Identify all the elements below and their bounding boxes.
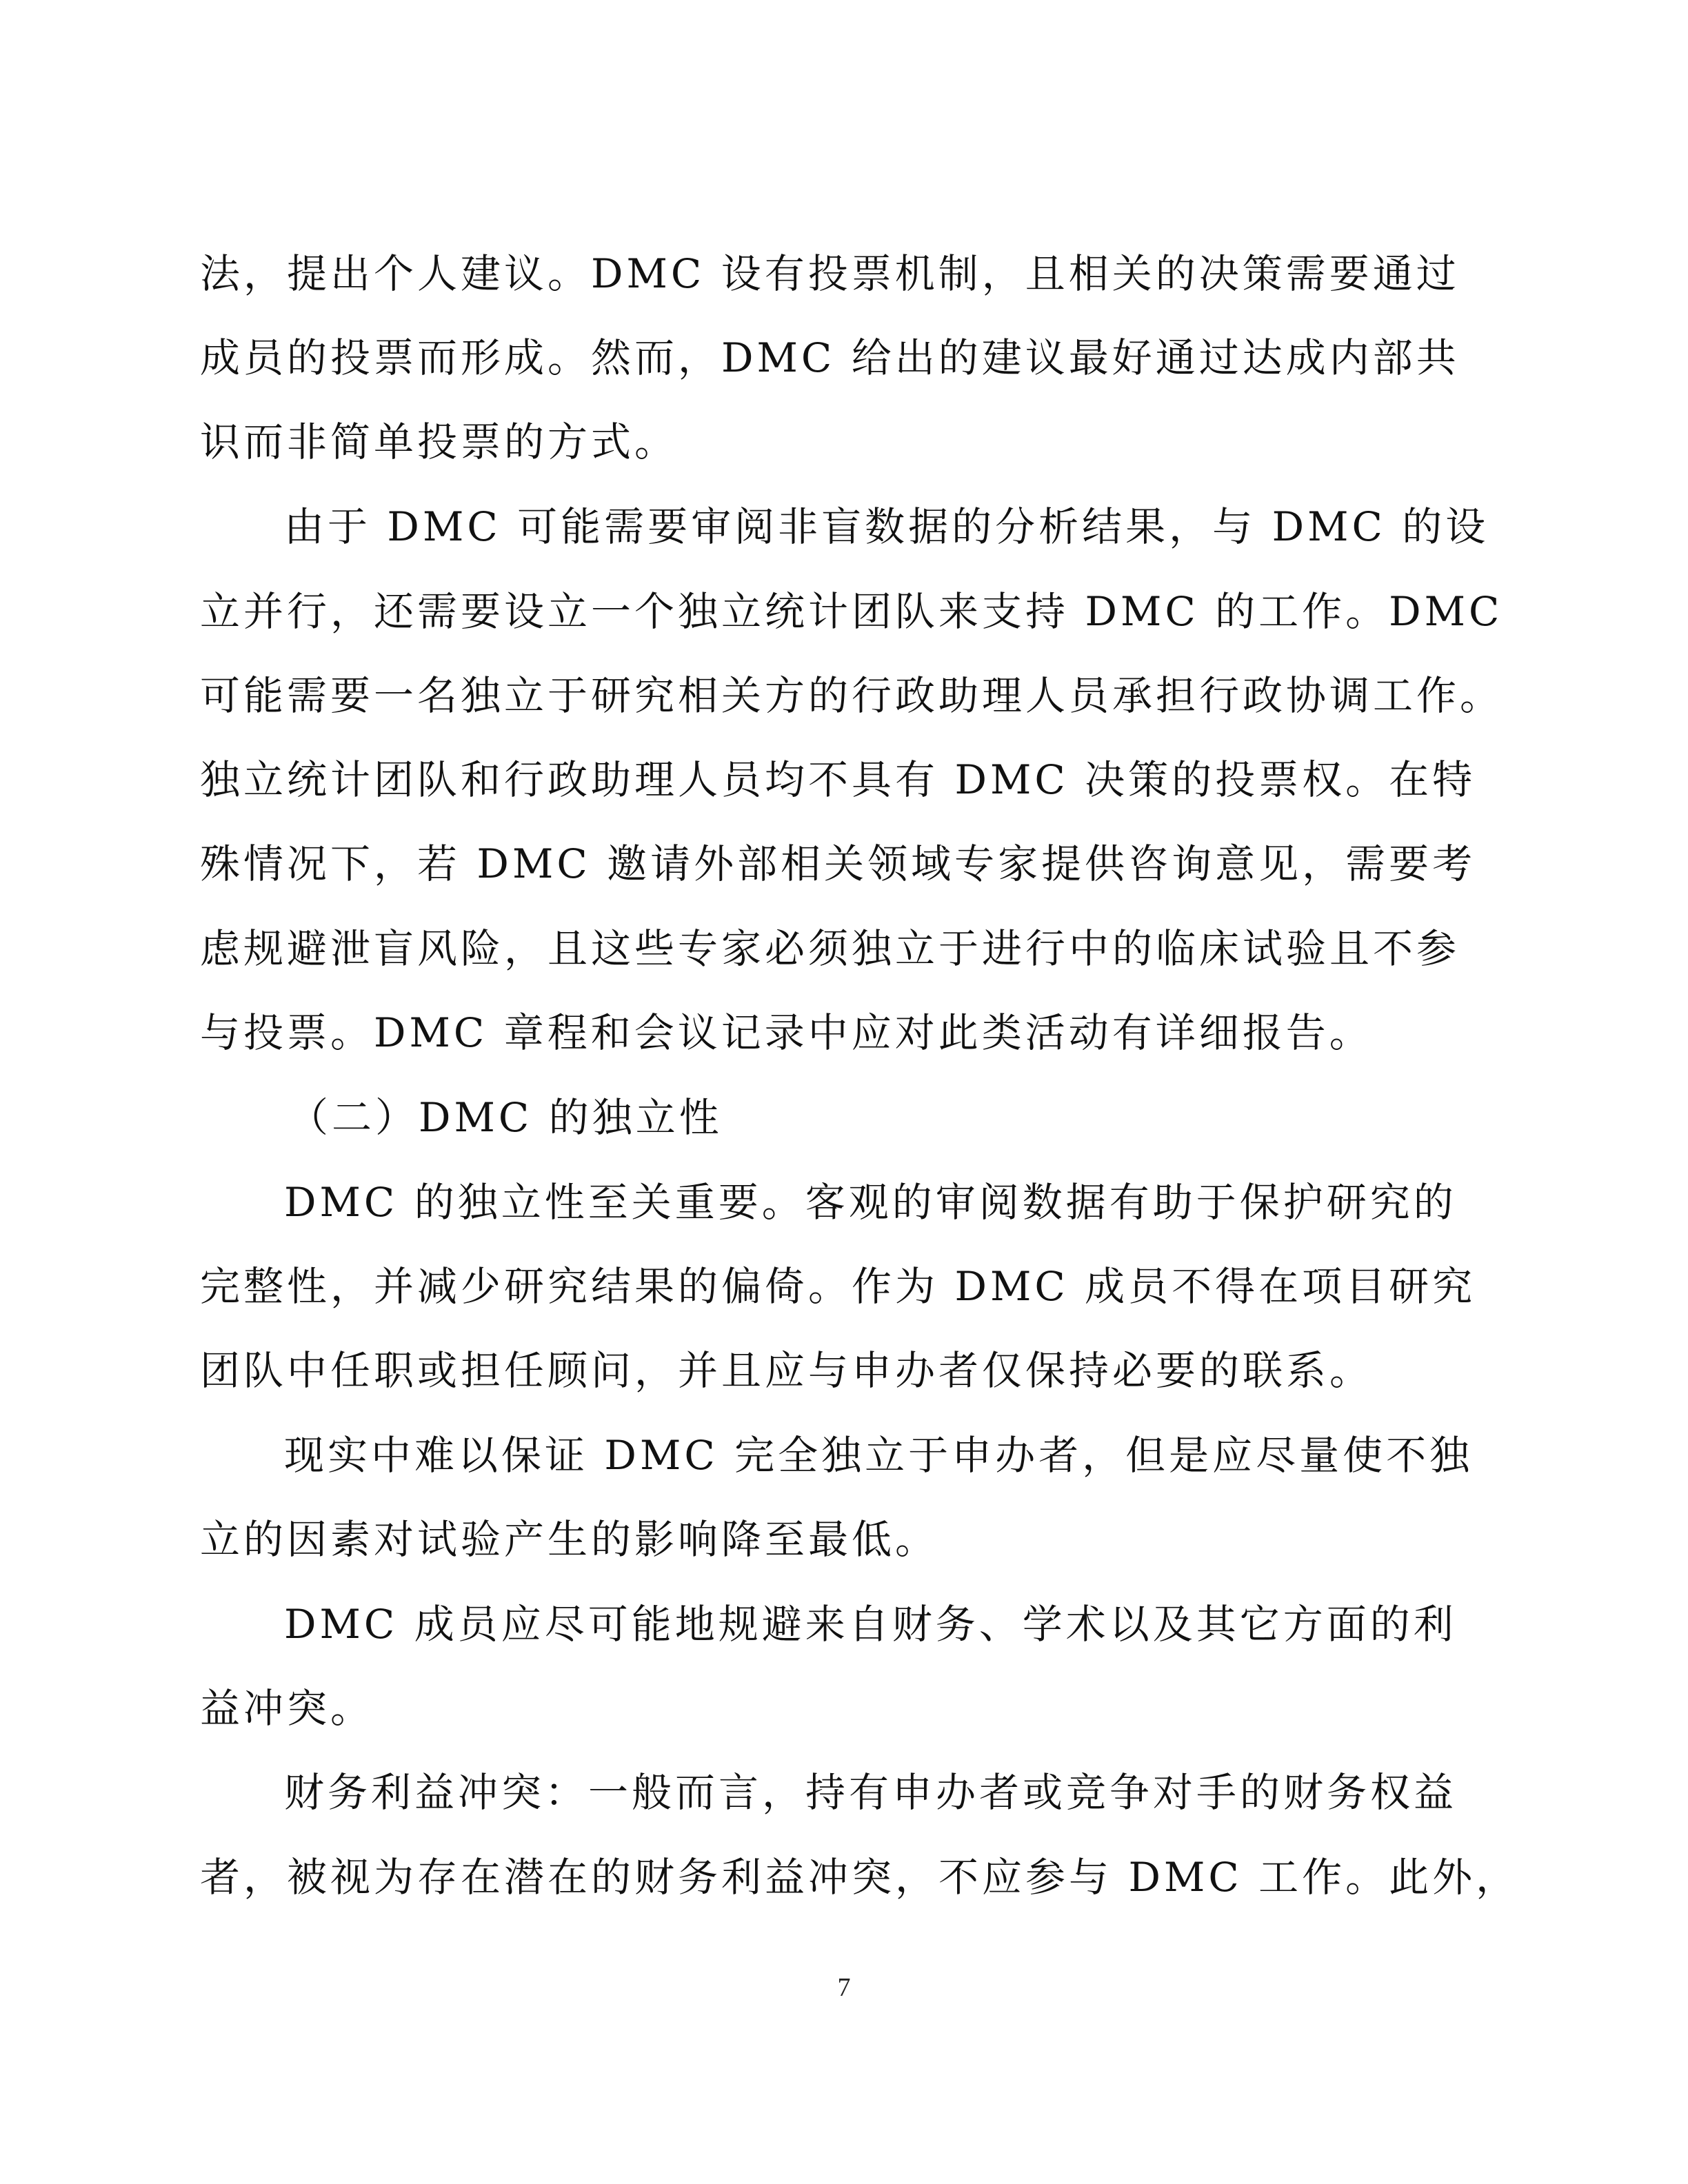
- body-line: 团队中任职或担任顾问，并且应与申办者仅保持必要的联系。: [200, 1347, 1374, 1394]
- body-line: 益冲突。: [200, 1685, 374, 1732]
- body-line: 完整性，并减少研究结果的偏倚。作为 DMC 成员不得在项目研究: [200, 1263, 1476, 1310]
- body-line: 虑规避泄盲风险，且这些专家必须独立于进行中的临床试验且不参: [200, 925, 1460, 972]
- page-number: 7: [837, 1973, 851, 2002]
- body-line: 者，被视为存在潜在的财务利益冲突，不应参与 DMC 工作。此外，: [200, 1854, 1520, 1901]
- paragraph-first-line: DMC 成员应尽可能地规避来自财务、学术以及其它方面的利: [284, 1601, 1457, 1648]
- section-heading: （二）DMC 的独立性: [288, 1094, 723, 1141]
- body-line: 可能需要一名独立于研究相关方的行政助理人员承担行政协调工作。: [200, 672, 1504, 719]
- body-line: 与投票。DMC 章程和会议记录中应对此类活动有详细报告。: [200, 1009, 1373, 1056]
- body-line: 法，提出个人建议。DMC 设有投票机制，且相关的决策需要通过: [200, 250, 1460, 297]
- body-line: 独立统计团队和行政助理人员均不具有 DMC 决策的投票权。在特: [200, 756, 1476, 803]
- paragraph-first-line: 财务利益冲突：一般而言，持有申办者或竞争对手的财务权益: [284, 1769, 1458, 1816]
- paragraph-first-line: 现实中难以保证 DMC 完全独立于申办者，但是应尽量使不独: [284, 1432, 1474, 1479]
- body-line: 立并行，还需要设立一个独立统计团队来支持 DMC 的工作。DMC: [200, 588, 1503, 635]
- paragraph-first-line: DMC 的独立性至关重要。客观的审阅数据有助于保护研究的: [284, 1179, 1457, 1226]
- paragraph-first-line: 由于 DMC 可能需要审阅非盲数据的分析结果，与 DMC 的设: [284, 503, 1489, 550]
- body-line: 殊情况下，若 DMC 邀请外部相关领域专家提供咨询意见，需要考: [200, 840, 1476, 887]
- body-line: 成员的投票而形成。然而，DMC 给出的建议最好通过达成内部共: [200, 334, 1460, 381]
- body-line: 立的因素对试验产生的影响降至最低。: [200, 1516, 939, 1563]
- body-line: 识而非简单投票的方式。: [200, 418, 679, 465]
